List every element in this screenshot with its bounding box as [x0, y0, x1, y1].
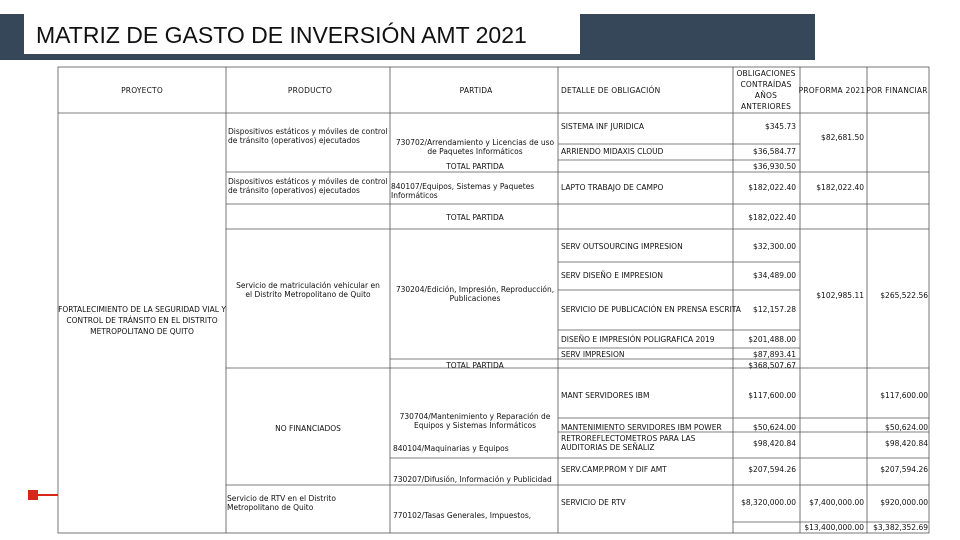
detalle-arriendo: ARRIENDO MIDAXIS CLOUD — [561, 147, 664, 156]
header-producto: PRODUCTO — [287, 86, 333, 95]
financiar-mant-ibm: $117,600.00 — [880, 391, 928, 400]
detalle-sistema-inf: SISTEMA INF JURIDICA — [561, 122, 645, 131]
detalle-servicio-rtv: SERVICIO DE RTV — [561, 498, 626, 507]
monto-arriendo: $36,584.77 — [753, 147, 796, 156]
monto-diseno: $34,489.00 — [753, 271, 796, 280]
monto-total-partida-3: $368,507.67 — [748, 361, 796, 370]
partida-840107: 840107/Equipos, Sistemas y Paquetes Informáticos — [391, 182, 535, 200]
header-partida: PARTIDA — [459, 86, 493, 95]
monto-outsourcing: $32,300.00 — [753, 242, 796, 251]
financiar-camp-prom: $207,594.26 — [880, 465, 928, 474]
financiar-mant-ibm-power: $50,624.00 — [885, 423, 928, 432]
header-proyecto: PROYECTO — [121, 86, 163, 95]
header-por-financiar: POR FINANCIAR — [866, 86, 928, 95]
detalle-mant-ibm-power: MANTENIMIENTO SERVIDORES IBM POWER — [561, 423, 722, 432]
detalle-publicacion: SERVICIO DE PUBLICACIÓN EN PRENSA ESCRITA — [561, 305, 741, 314]
monto-rtv-obligaciones: $8,320,000.00 — [741, 498, 796, 507]
header-detalle: DETALLE DE OBLIGACIÓN — [561, 86, 661, 95]
monto-mant-ibm-power: $50,624.00 — [753, 423, 796, 432]
header-obligaciones: OBLIGACIONES CONTRAÍDAS AÑOS ANTERIORES — [736, 69, 796, 111]
partida-730702: 730702/Arrendamiento y Licencias de uso de Paquetes Informáticos — [395, 138, 555, 156]
monto-camp-prom: $207,594.26 — [748, 465, 796, 474]
financiar-total: $3,382,352.69 — [873, 523, 928, 532]
total-partida-2: TOTAL PARTIDA — [446, 213, 504, 222]
detalle-camp-prom: SERV.CAMP.PROM Y DIF AMT — [561, 465, 667, 474]
detalle-retroreflecto: RETROREFLECTOMETROS PARA LAS AUDITORIAS DE SEÑALIZ — [561, 434, 696, 452]
producto-servicio-rtv: Servicio de RTV en el Distrito Metropolitano de Quito — [227, 494, 336, 512]
monto-mant-ibm: $117,600.00 — [748, 391, 796, 400]
monto-lapto: $182,022.40 — [748, 183, 796, 192]
partida-730207: 730207/Difusión, Información y Publicidad — [393, 475, 552, 484]
monto-serv-impresion: $87,893.41 — [753, 350, 796, 359]
monto-total-partida-1: $36,930.50 — [753, 162, 796, 171]
partida-770102: 770102/Tasas Generales, Impuestos, — [393, 511, 532, 520]
proforma-dispositivos-2: $182,022.40 — [816, 183, 864, 192]
proforma-total: $13,400,000.00 — [804, 523, 864, 532]
partida-840104: 840104/Maquinarias y Equipos — [393, 444, 509, 453]
monto-retroreflecto: $98,420.84 — [753, 439, 796, 448]
detalle-mant-ibm: MANT SERVIDORES IBM — [561, 391, 650, 400]
proforma-matriculacion: $102,985.11 — [816, 291, 864, 300]
monto-publicacion: $12,157.28 — [753, 305, 796, 314]
red-marker — [28, 490, 38, 500]
partida-730704: 730704/Mantenimiento y Reparación de Equipos y Sistemas Informáticos — [399, 412, 551, 430]
financiar-matriculacion: $265,522.56 — [880, 291, 928, 300]
partida-730204: 730204/Edición, Impresión, Reproducción, Publicaciones — [395, 285, 555, 303]
monto-sistema-inf: $345.73 — [764, 122, 796, 131]
detalle-diseno: SERV DISEÑO E IMPRESION — [561, 271, 663, 280]
total-partida-3: TOTAL PARTIDA — [446, 361, 504, 370]
detalle-serv-impresion: SERV IMPRESION — [561, 350, 625, 359]
monto-total-partida-2: $182,022.40 — [748, 213, 796, 222]
producto-dispositivos-2: Dispositivos estáticos y móviles de control de tránsito (operativos) ejecutados — [228, 177, 388, 195]
proforma-dispositivos-1: $82,681.50 — [821, 133, 864, 142]
detalle-outsourcing: SERV OUTSOURCING IMPRESION — [561, 242, 683, 251]
producto-dispositivos-1: Dispositivos estáticos y móviles de control de tránsito (operativos) ejecutados — [228, 127, 388, 145]
monto-poligrafica: $201,488.00 — [748, 335, 796, 344]
financiar-retroreflecto: $98,420.84 — [885, 439, 928, 448]
proforma-rtv: $7,400,000.00 — [809, 498, 864, 507]
detalle-lapto: LAPTO TRABAJO DE CAMPO — [561, 183, 664, 192]
red-marker-line — [38, 494, 58, 496]
total-partida-1: TOTAL PARTIDA — [446, 162, 504, 171]
producto-no-financiados: NO FINANCIADOS — [275, 424, 341, 433]
header-proforma: PROFORMA 2021 — [798, 86, 866, 95]
detalle-poligrafica: DISEÑO E IMPRESIÓN POLIGRAFICA 2019 — [561, 335, 715, 344]
financiar-rtv: $920,000.00 — [880, 498, 928, 507]
page-title: MATRIZ DE GASTO DE INVERSIÓN AMT 2021 — [36, 22, 527, 48]
proyecto-fortalecimiento: FORTALECIMIENTO DE LA SEGURIDAD VIAL Y CONTROL DE TRÁNSITO EN EL DISTRITO METROPOLITANO DE QUITO — [58, 305, 226, 336]
producto-servicio-matriculacion: Servicio de matriculación vehicular en el Distrito Metropolitano de Quito — [236, 281, 380, 299]
